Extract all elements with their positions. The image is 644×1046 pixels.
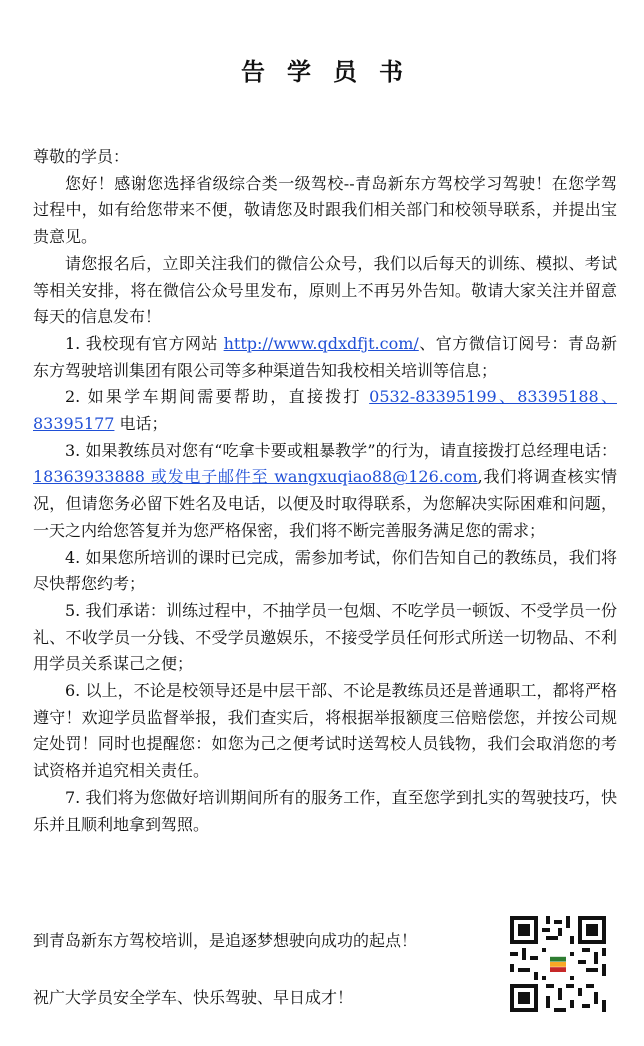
item-2-text: 2. 如果学车期间需要帮助，直接拨打 (65, 387, 370, 407)
item-1 (33, 331, 617, 384)
phone-link[interactable]: 0532-83395199、83395188、83395177 (33, 387, 617, 434)
item-3 (33, 438, 617, 545)
closing-line-2: 祝广大学员安全学车、快乐驾驶、早日成才！ (33, 988, 354, 1007)
item-3-text: 3. 如果教练员对您有“吃拿卡要或粗暴教学”的行为，请直接拨打总经理电话： (65, 440, 617, 460)
item-4: 4. 如果您所培训的课时已完成，需参加考试，你们告知自己的教练员，我们将尽快帮您约考； (33, 547, 617, 594)
qr-code-icon (506, 912, 610, 1016)
item-2-text-end: 电话； (114, 414, 168, 434)
item-2 (33, 384, 617, 437)
intro-paragraph-2: 请您报名后，立即关注我们的微信公众号，我们以后每天的训练、模拟、考试等相关安排，将在微信公众号里发布，原则上不再另外告知。敬请大家关注并留意每天的信息发布！ (33, 253, 617, 327)
website-link[interactable]: http://www.qdxdfjt.com/ (223, 333, 419, 353)
item-5: 5. 我们承诺：训练过程中，不抽学员一包烟、不吃学员一顿饭、不受学员一份礼、不收学员一分钱、不受学员邀娱乐，不接受学员任何形式所送一切物品、不利用学员关系谋己之便； (33, 600, 617, 674)
intro-paragraph-1: 您好！感谢您选择省级综合类一级驾校--青岛新东方驾校学习驾驶！在您学驾过程中，如有给您带来不便，敬请您及时跟我们相关部门和校领导联系，并提出宝贵意见。 (33, 173, 617, 247)
letter-body (33, 144, 617, 838)
item-6: 6. 以上，不论是校领导还是中层干部、不论是教练员还是普通职工，都将严格遵守！欢迎学员监督举报，我们查实后，将根据举报额度三倍赔偿您，并按公司规定处罚！同时也提醒您：如您为己之便考试时送驾校人员钱物，我们会取消您的考试资格并追究相关责任。 (33, 681, 617, 781)
document-title: 告学员书 (241, 58, 425, 86)
email-link[interactable]: 18363933888 或发电子邮件至 wangxuqiao88@126.com (33, 467, 478, 487)
item-1-text-end: 、官方微信订阅号：青岛新东方驾驶培训集团有限公司等多种渠道告知我校相关培训等信息； (33, 333, 617, 380)
item-3-text-end: ,我们将调查核实情况，但请您务必留下姓名及电话，以便及时取得联系，为您解决实际困难和问题，一天之内给您答复并为您严格保密，我们将不断完善服务满足您的需求； (33, 467, 617, 540)
item-1-text: 1. 我校现有官方网站 (65, 333, 224, 353)
item-7: 7. 我们将为您做好培训期间所有的服务工作，直至您学到扎实的驾驶技巧，快乐并且顺利地拿到驾照。 (33, 787, 617, 834)
greeting: 尊敬的学员： (33, 147, 130, 166)
closing-line-1: 到青岛新东方驾校培训，是追逐梦想驶向成功的起点！ (33, 931, 418, 950)
